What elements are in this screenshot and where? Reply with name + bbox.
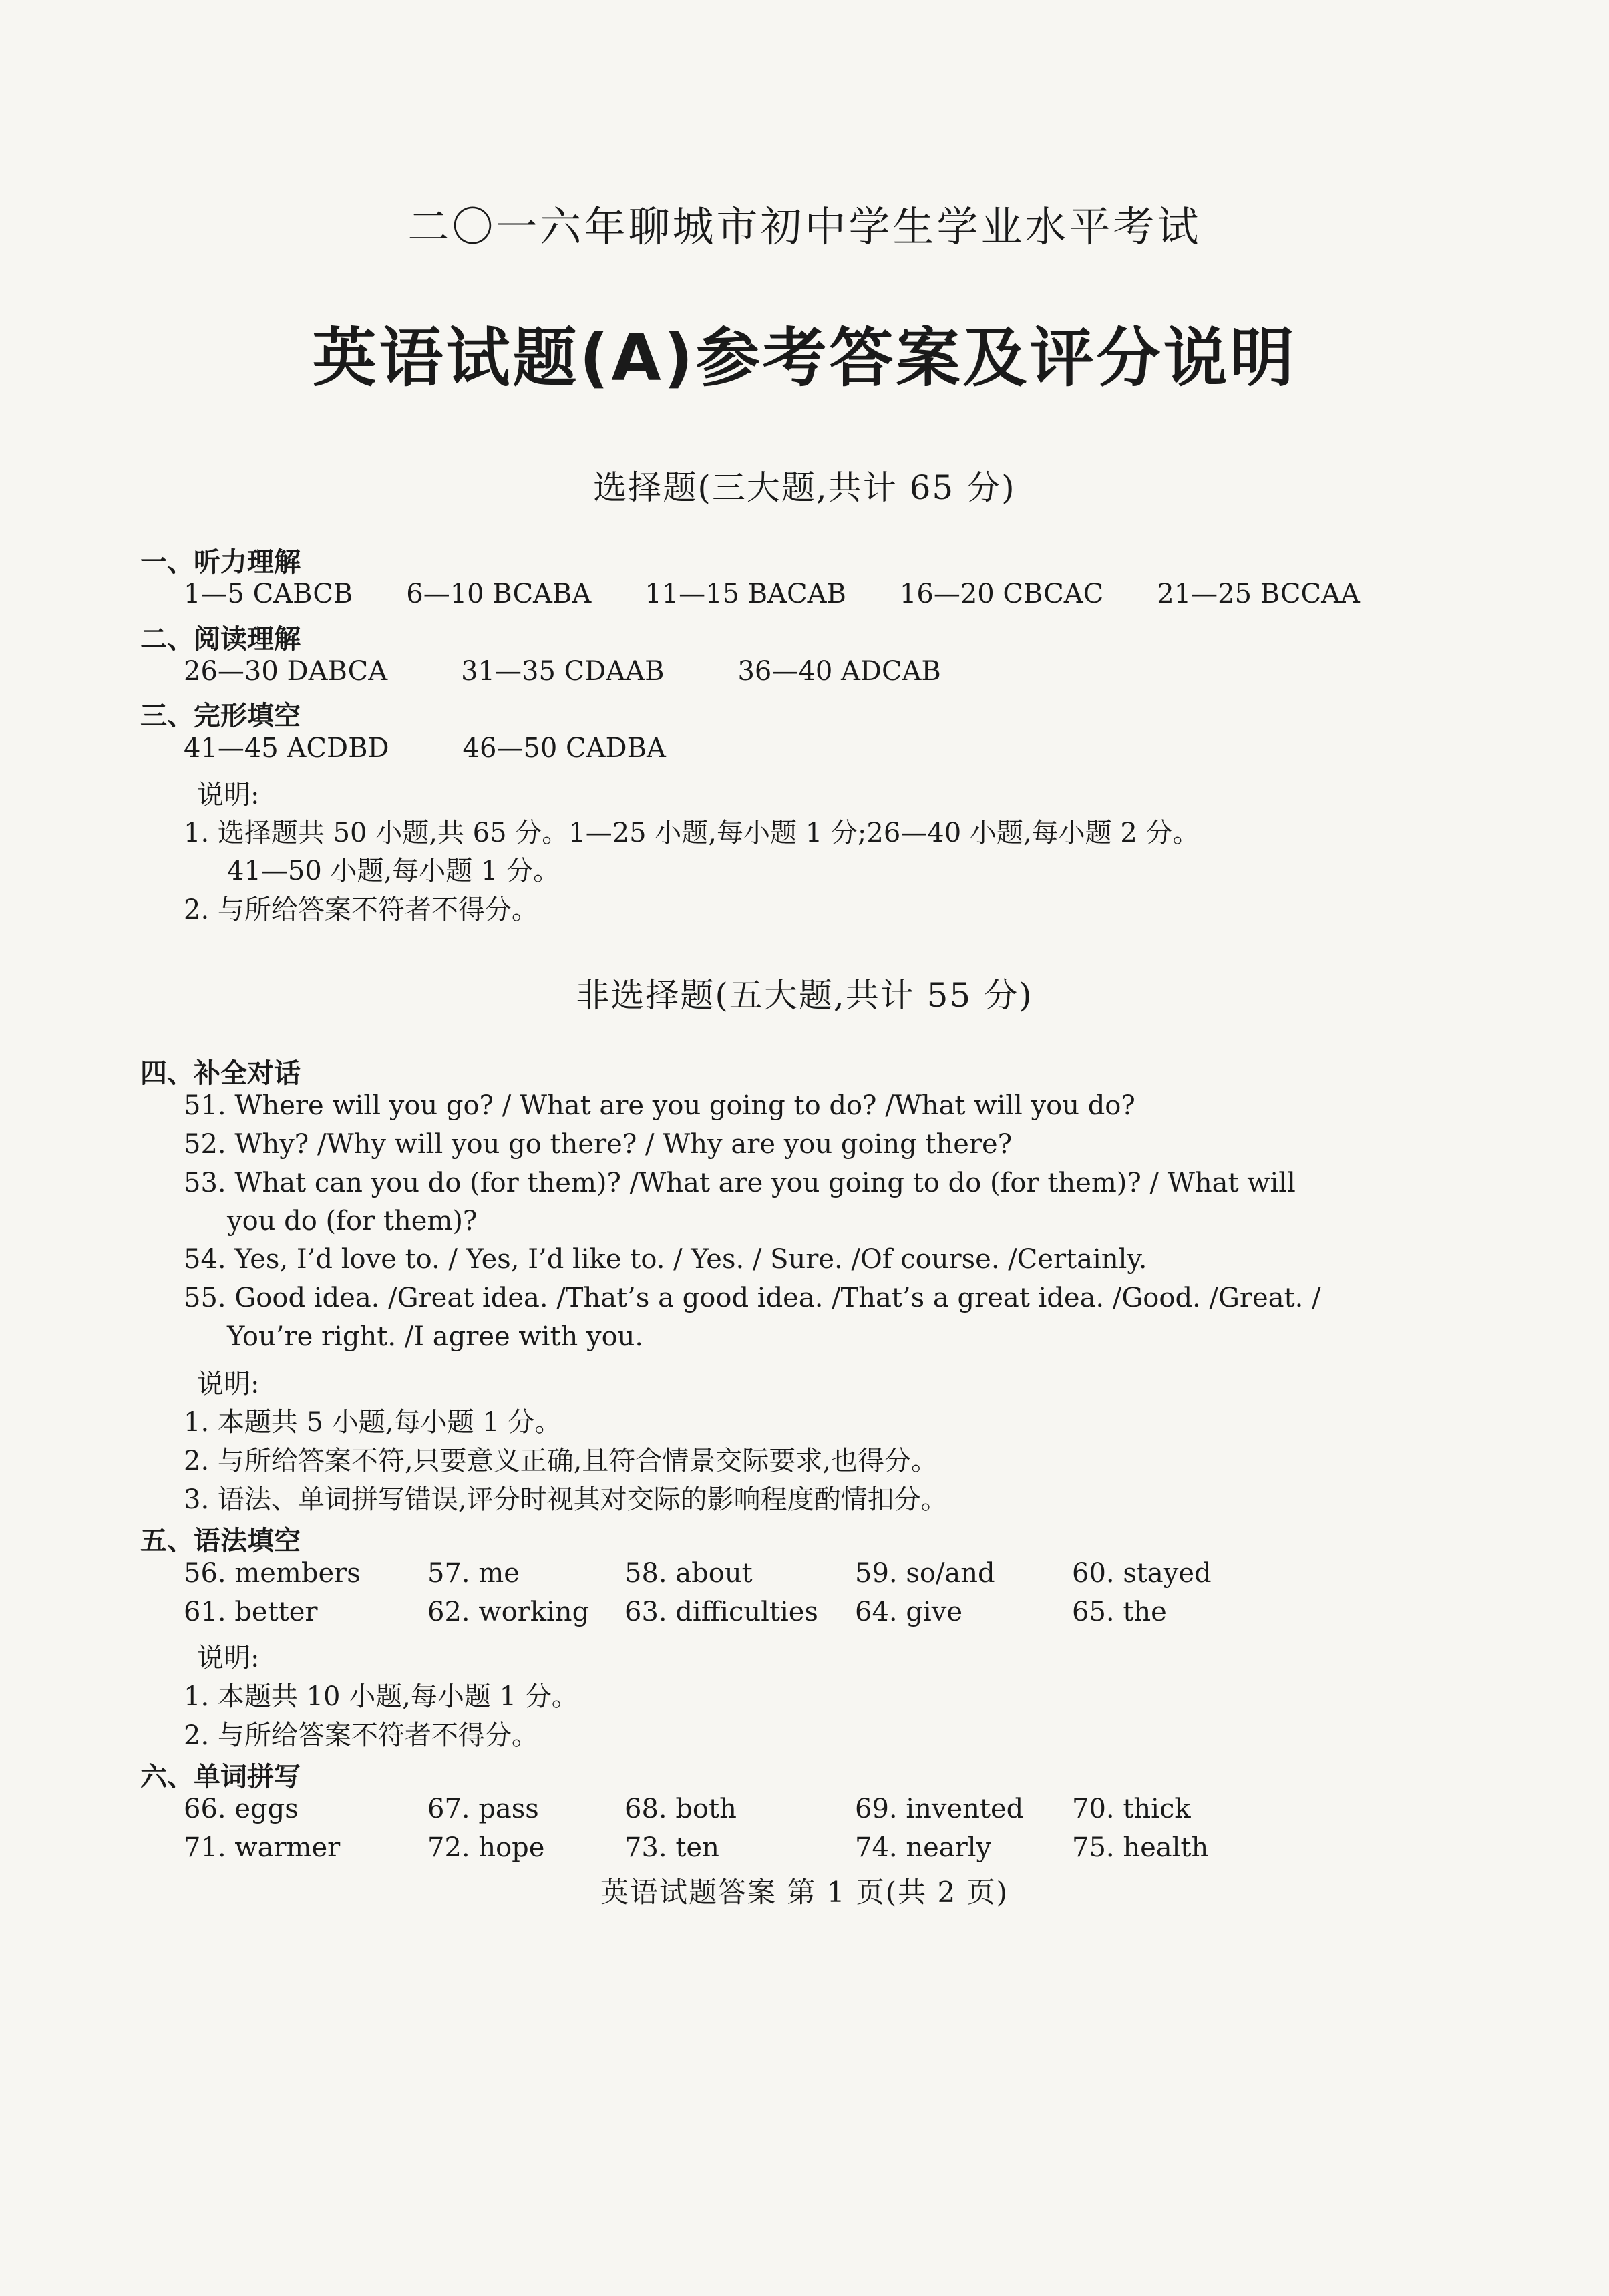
answer-cell: 56. members [184,1558,361,1589]
answer-line: 52. Why? /Why will you go there? / Why are you going there? [184,1129,1013,1160]
section-heading-grammar: 五、语法填空 [140,1526,301,1556]
answer-group: 36—40 ADCAB [737,656,941,687]
cloze-answers [184,733,666,764]
section-heading-listening: 一、听力理解 [140,547,301,578]
answer-group: 26—30 DABCA [184,656,388,687]
answer-cell: 59. so/and [855,1558,995,1589]
note-text: 2. 与所给答案不符者不得分。 [184,1720,538,1751]
note-text: 1. 本题共 10 小题,每小题 1 分。 [184,1681,578,1712]
answer-cell: 75. health [1072,1832,1209,1863]
answer-group: 46—50 CADBA [462,733,666,764]
part1-heading: 选择题(三大题,共计 65 分) [593,468,1016,507]
note-label: 说明: [197,1369,260,1400]
answer-cell: 65. the [1072,1597,1167,1627]
answer-group: 41—45 ACDBD [184,733,389,764]
answer-group: 1—5 CABCB [184,579,353,609]
note-text: 1. 本题共 5 小题,每小题 1 分。 [184,1407,562,1438]
note-label: 说明: [197,780,260,810]
reading-answers [184,656,941,687]
exam-title: 二〇一六年聊城市初中学生学业水平考试 [407,202,1202,251]
listening-answers [184,579,1360,609]
answer-cell: 71. warmer [184,1832,341,1863]
answer-cell: 66. eggs [184,1794,299,1824]
section-heading-reading: 二、阅读理解 [140,624,301,655]
note-text: 3. 语法、单词拼写错误,评分时视其对交际的影响程度酌情扣分。 [184,1484,948,1515]
answer-line: 54. Yes, I’d love to. / Yes, I’d like to. / Yes. / Sure. /Of course. /Certainly. [184,1244,1147,1275]
answer-cell: 72. hope [427,1832,545,1863]
answer-cell: 63. difficulties [624,1597,818,1627]
answer-cell: 74. nearly [855,1832,992,1863]
section-heading-cloze: 三、完形填空 [140,701,301,731]
note-label: 说明: [197,1643,260,1673]
answer-cell: 67. pass [427,1794,539,1824]
page-footer: 英语试题答案 第 1 页(共 2 页) [600,1876,1009,1909]
answer-cell: 58. about [624,1558,753,1589]
answer-cell: 61. better [184,1597,318,1627]
answer-cell: 57. me [427,1558,520,1589]
answer-group: 21—25 BCCAA [1157,579,1360,609]
answer-cell: 64. give [855,1597,962,1627]
document-title: 英语试题(A)参考答案及评分说明 [312,321,1297,395]
answer-line: You’re right. /I agree with you. [227,1321,644,1352]
answer-line: 55. Good idea. /Great idea. /That’s a good idea. /That’s a great idea. /Good. /Great. / [184,1283,1321,1313]
answer-cell: 73. ten [624,1832,719,1863]
answer-cell: 70. thick [1072,1794,1191,1824]
section-heading-spelling: 六、单词拼写 [140,1762,301,1792]
answer-line: 53. What can you do (for them)? /What are you going to do (for them)? / What will [184,1168,1296,1198]
part2-heading: 非选择题(五大题,共计 55 分) [576,976,1033,1015]
answer-cell: 60. stayed [1072,1558,1212,1589]
note-text: 1. 选择题共 50 小题,共 65 分。1—25 小题,每小题 1 分;26—40 小题,每小题 2 分。 [184,818,1200,848]
answer-group: 6—10 BCABA [406,579,592,609]
answer-line: 51. Where will you go? / What are you going to do? /What will you do? [184,1090,1135,1121]
note-text: 2. 与所给答案不符者不得分。 [184,894,538,925]
answer-group: 31—35 CDAAB [461,656,665,687]
note-text: 41—50 小题,每小题 1 分。 [227,856,560,886]
answer-group: 11—15 BACAB [645,579,846,609]
section-heading-dialogue: 四、补全对话 [140,1058,301,1089]
answer-cell: 68. both [624,1794,737,1824]
answer-cell: 62. working [427,1597,590,1627]
answer-line: you do (for them)? [227,1206,478,1237]
answer-group: 16—20 CBCAC [899,579,1104,609]
note-text: 2. 与所给答案不符,只要意义正确,且符合情景交际要求,也得分。 [184,1446,938,1476]
answer-cell: 69. invented [855,1794,1024,1824]
